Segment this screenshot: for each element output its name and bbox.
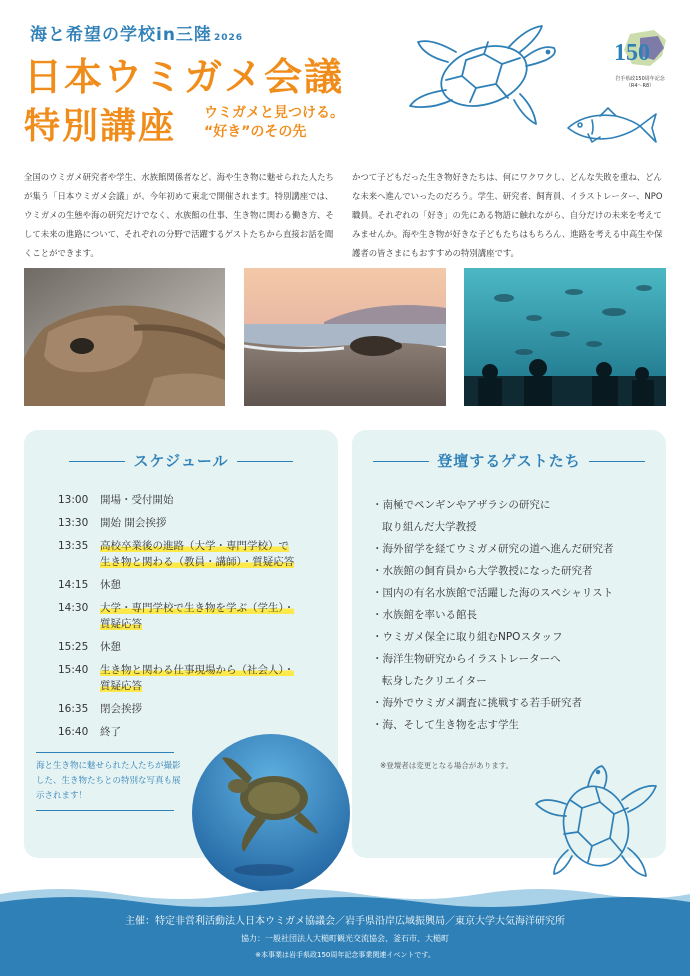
logo-caption-1: 岩手県政150周年記念 — [615, 76, 665, 82]
schedule-time: 16:35 — [58, 703, 89, 715]
schedule-time: 13:30 — [58, 517, 89, 529]
schedule-row — [58, 577, 318, 593]
schedule-time: 15:25 — [58, 641, 89, 653]
schedule-event: 開場・受付開始 — [100, 494, 174, 506]
schedule-time: 16:40 — [58, 726, 89, 738]
intro-text-left: 全国のウミガメ研究者や学生、水族館関係者など、海や生き物に魅せられた人たちが集う「日本ウミガメ会議」が、今年初めて東北で開催されます。特別講座では、ウミガメの生態や海の研究だけでなく、水族館の仕事、生き物に関わる働き方、そして未来の進路について、それぞれの分野で活躍するゲストたちから直接お話を聞くことができます。 — [24, 172, 334, 258]
logo-number: 150 — [614, 40, 650, 66]
logo-mark-icon — [610, 26, 670, 76]
guest-text: ・南極でペンギンやアザラシの研究に — [372, 499, 551, 511]
schedule-event-line-2: 生き物と関わる（教員・講師）・質疑応答 — [100, 556, 295, 568]
guest-text-cont: 取り組んだ大学教授 — [382, 521, 477, 533]
fish-illustration-icon — [564, 104, 660, 150]
turtle-outline-illustration-icon — [530, 760, 670, 884]
schedule-list — [58, 492, 318, 747]
photo-turtle-on-beach — [244, 268, 446, 406]
tagline-line-1: ウミガメと見つける。 — [204, 105, 344, 121]
sea-turtle-illustration-icon — [396, 22, 566, 130]
schedule-row — [58, 600, 318, 632]
logo-caption — [610, 76, 670, 90]
schedule-time: 13:00 — [58, 494, 89, 506]
intro-text-right: かつて子どもだった生き物好きたちは、何にワクワクし、どんな失敗を重ね、どんな未来へ進んでいったのだろう。学生、研究者、飼育員、イラストレーター、NPO職員。それぞれの「好き」の先にある物語に触れながら、自分だけの未来を考えてみませんか。海や生き物が好きな子どもたちはもちろん、進路を考える中高生や保護者の皆さまにもおすすめの特別講座です。 — [352, 172, 663, 258]
schedule-event-line-2: 質疑応答 — [100, 680, 142, 692]
photo-aquarium — [464, 268, 666, 406]
note-rule — [36, 810, 174, 811]
schedule-row — [58, 701, 318, 717]
schedule-event-line-1: 生き物と関わる仕事現場から（社会人）・ — [100, 664, 295, 676]
schedule-time: 14:30 — [58, 602, 89, 614]
tagline-line-2: “好き”のその先 — [204, 124, 307, 140]
photo-swimming-turtle — [192, 734, 350, 892]
footer-note: ※本事業は岩手県政150周年記念事業関連イベントです。 — [255, 951, 435, 959]
tagline — [204, 104, 344, 142]
schedule-event: 開始 開会挨拶 — [100, 517, 167, 529]
page-title: 日本ウミガメ会議 — [24, 55, 345, 99]
schedule-event — [100, 662, 318, 694]
logo-caption-2: （R4〜R8） — [625, 83, 655, 89]
footer-organizer: 主催：特定非営利活動法人日本ウミガメ協議会／岩手県沿岸広域振興局／東京大学大気海洋研究所 — [125, 916, 565, 927]
event-year: 2026 — [213, 33, 243, 43]
footer — [0, 884, 690, 976]
schedule-row — [58, 639, 318, 655]
schedule-event: 休憩 — [100, 579, 121, 591]
schedule-event-line-1: 高校卒業後の進路（大学・専門学校）で — [100, 540, 289, 552]
heading-rule — [69, 461, 125, 462]
schedule-event: 休憩 — [100, 641, 121, 653]
guest-change-note: ※登壇者は変更となる場合があります。 — [380, 761, 514, 770]
heading-rule — [373, 461, 429, 462]
schedule-event: 終了 — [100, 726, 121, 738]
guest-text-cont: 転身したクリエイター — [382, 675, 487, 687]
schedule-event — [100, 600, 318, 632]
guest-text: ・海洋生物研究からイラストレーターへ — [372, 653, 561, 665]
heading-rule — [237, 461, 293, 462]
guest-item: ・水族館を率いる館長 — [372, 609, 477, 621]
schedule-time: 14:15 — [58, 579, 89, 591]
guest-item: ・国内の有名水族館で活躍した海のスペシャリスト — [372, 587, 614, 599]
photo-exhibit-note — [36, 746, 184, 817]
schedule-event-line-1: 大学・専門学校で生き物を学ぶ（学生）・ — [100, 602, 295, 614]
guest-item: ・海外留学を経てウミガメ研究の道へ進んだ研究者 — [372, 543, 614, 555]
guest-item: ・水族館の飼育員から大学教授になった研究者 — [372, 565, 593, 577]
note-rule — [36, 752, 174, 753]
prefecture-150-logo — [610, 26, 670, 94]
schedule-event: 閉会挨拶 — [100, 703, 142, 715]
schedule-event-line-2: 質疑応答 — [100, 618, 142, 630]
footer-wave-icon — [0, 884, 690, 976]
guest-item: ・海、そして生き物を志す学生 — [372, 719, 519, 731]
photo-exhibit-text: 海と生き物に魅せられた人たちが撮影した、生き物たちとの特別な写真も展示されます！ — [36, 761, 181, 801]
schedule-heading: スケジュール — [24, 450, 338, 471]
schedule-event — [100, 538, 318, 570]
guest-list — [372, 494, 662, 736]
guest-item — [372, 494, 662, 538]
schedule-row — [58, 538, 318, 570]
schedule-time: 15:40 — [58, 664, 89, 676]
guests-heading: 登壇するゲストたち — [352, 450, 666, 471]
guest-item — [372, 648, 662, 692]
guest-item: ・ウミガメ保全に取り組むNPOスタッフ — [372, 631, 563, 643]
schedule-time: 13:35 — [58, 540, 89, 552]
photo-sea-turtle-closeup — [24, 268, 225, 406]
schedule-row — [58, 662, 318, 694]
heading-rule — [589, 461, 645, 462]
footer-cooperation: 協力：一般社団法人大槌町観光交流協会、釜石市、大槌町 — [241, 934, 449, 943]
schedule-row — [58, 492, 318, 508]
event-series-title: 海と希望の学校in三陸 2026 — [30, 25, 243, 45]
guest-item: ・海外でウミガメ調査に挑戦する若手研究者 — [372, 697, 582, 709]
schedule-row — [58, 515, 318, 531]
page-subtitle: 特別講座 — [24, 106, 177, 147]
